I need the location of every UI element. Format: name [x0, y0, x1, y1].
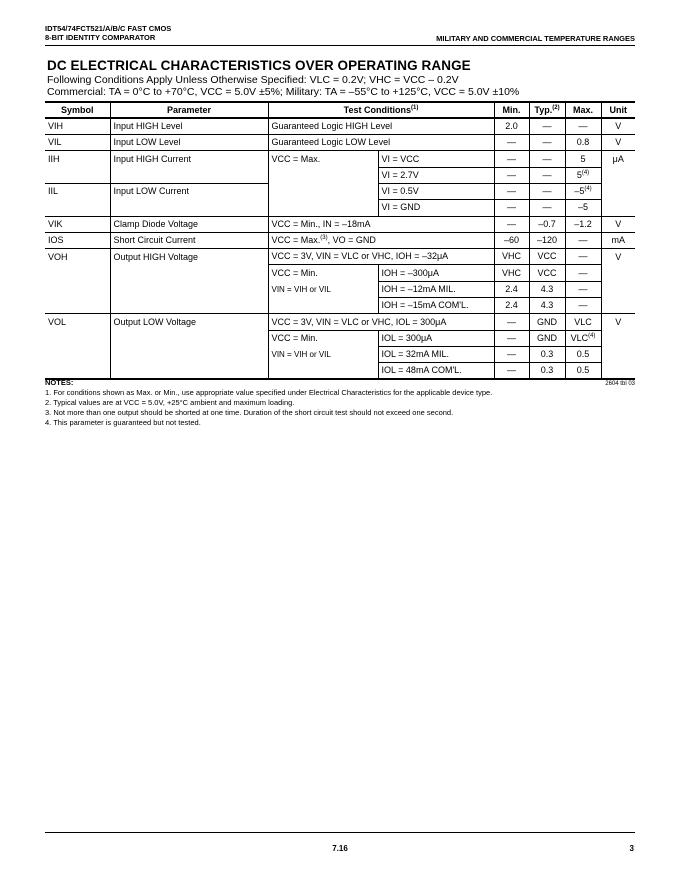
cell-symbol — [45, 167, 110, 183]
cell-max: — — [565, 298, 601, 314]
note-item: 4. This parameter is guaranteed but not tested. — [45, 418, 201, 427]
cell-max: VLC — [565, 314, 601, 330]
table-row — [45, 200, 635, 216]
cell-typ: –120 — [529, 232, 565, 248]
cell-condition-b: IOL = 32mA MIL. — [378, 346, 494, 362]
cell-symbol: IOS — [45, 232, 110, 248]
header-max: Max. — [565, 102, 601, 118]
cell-unit: μA — [601, 151, 635, 167]
cell-typ: VCC — [529, 249, 565, 265]
cell-condition-b: IOH = –12mA MIL. — [378, 281, 494, 297]
cell-condition-b: VI = 2.7V — [378, 167, 494, 183]
header-part-title: IDT54/74FCT521/A/B/C FAST CMOS — [45, 24, 172, 33]
cell-max — [565, 167, 601, 183]
cell-symbol: IIL — [45, 183, 110, 199]
cell-symbol: IIH — [45, 151, 110, 167]
cell-unit: V — [601, 314, 635, 330]
cell-condition-a — [268, 200, 378, 216]
cell-unit — [601, 346, 635, 362]
cell-condition: VCC = 3V, VIN = VLC or VHC, IOH = –32μA — [268, 249, 494, 265]
footnote-ref: (3) — [320, 235, 328, 242]
note-item: 3. Not more than one output should be shorted at one time. Duration of the short circuit test should not exceed one second. — [45, 408, 454, 417]
cell-unit: V — [601, 135, 635, 151]
cell-symbol: VIH — [45, 118, 110, 134]
conditions-line-1: Following Conditions Apply Unless Otherwise Specified: VLC = 0.2V; VHC = VCC – 0.2V — [47, 74, 459, 86]
table-row — [45, 314, 635, 330]
cell-max: 0.8 — [565, 135, 601, 151]
cell-condition-b: IOL = 300μA — [378, 330, 494, 346]
cell-condition-a — [268, 167, 378, 183]
cell-typ: — — [529, 151, 565, 167]
header-min: Min. — [494, 102, 529, 118]
cell-max: 5 — [565, 151, 601, 167]
cell-parameter — [110, 200, 268, 216]
cell-symbol — [45, 330, 110, 346]
cell-min: — — [494, 135, 529, 151]
header-typ — [529, 102, 565, 118]
cell-symbol — [45, 363, 110, 379]
cell-condition — [268, 232, 494, 248]
cell-max: — — [565, 265, 601, 281]
cell-condition-pre: VCC = Max. — [271, 235, 321, 246]
table-reference-tag: 2604 tbl 03 — [605, 381, 635, 387]
header-typ-label: Typ. — [534, 104, 553, 115]
cell-typ: 4.3 — [529, 281, 565, 297]
cell-min: 2.0 — [494, 118, 529, 134]
cell-typ: 0.3 — [529, 346, 565, 362]
cell-condition-a: VCC = Min. — [268, 330, 378, 346]
table-row — [45, 298, 635, 314]
cell-unit: V — [601, 216, 635, 232]
cell-min: 2.4 — [494, 281, 529, 297]
cell-min: VHC — [494, 249, 529, 265]
cell-typ: 4.3 — [529, 298, 565, 314]
cell-unit: mA — [601, 232, 635, 248]
notes-title: NOTES: — [45, 378, 74, 387]
table-row — [45, 265, 635, 281]
footnote-ref: (1) — [411, 104, 419, 111]
header-test-conditions-label: Test Conditions — [343, 104, 411, 115]
cell-condition-a: VIN = VIH or VIL — [268, 281, 378, 297]
cell-max: –5 — [565, 200, 601, 216]
cell-condition-post: , VO = GND — [327, 235, 376, 246]
cell-parameter: Input HIGH Level — [110, 118, 268, 134]
cell-typ: — — [529, 118, 565, 134]
header-temperature-ranges: MILITARY AND COMMERCIAL TEMPERATURE RANGES — [436, 34, 635, 43]
footnote-ref: (2) — [552, 104, 560, 111]
cell-parameter: Output HIGH Voltage — [110, 249, 268, 265]
cell-parameter: Input LOW Current — [110, 183, 268, 199]
cell-min: VHC — [494, 265, 529, 281]
cell-condition: Guaranteed Logic HIGH Level — [268, 118, 494, 134]
cell-condition-b: IOL = 48mA COM'L. — [378, 363, 494, 379]
section-title: DC ELECTRICAL CHARACTERISTICS OVER OPERATING RANGE — [47, 58, 471, 73]
cell-max — [565, 330, 601, 346]
cell-condition-a — [268, 298, 378, 314]
cell-max: 0.5 — [565, 346, 601, 362]
cell-condition: Guaranteed Logic LOW Level — [268, 135, 494, 151]
table-row — [45, 281, 635, 297]
cell-min: –60 — [494, 232, 529, 248]
header-symbol: Symbol — [45, 102, 110, 118]
cell-condition-b: VI = VCC — [378, 151, 494, 167]
cell-parameter: Input LOW Level — [110, 135, 268, 151]
table-row — [45, 183, 635, 199]
cell-max-value: 5 — [576, 169, 582, 180]
cell-max — [565, 183, 601, 199]
note-item: 1. For conditions shown as Max. or Min., use appropriate value specified under Electrical Characteristics for the applicable device type. — [45, 388, 493, 397]
cell-symbol — [45, 265, 110, 281]
cell-condition-b: IOH = –300μA — [378, 265, 494, 281]
cell-symbol: VOL — [45, 314, 110, 330]
cell-condition: VCC = Min., IN = –18mA — [268, 216, 494, 232]
table-row — [45, 216, 635, 232]
cell-parameter: Clamp Diode Voltage — [110, 216, 268, 232]
table-row — [45, 118, 635, 134]
cell-max: 0.5 — [565, 363, 601, 379]
header-left — [45, 24, 171, 42]
cell-parameter: Short Circuit Current — [110, 232, 268, 248]
footnote-ref: (4) — [581, 169, 590, 176]
cell-typ: — — [529, 200, 565, 216]
cell-min: 2.4 — [494, 298, 529, 314]
cell-unit — [601, 298, 635, 314]
cell-symbol: VIL — [45, 135, 110, 151]
table-row — [45, 151, 635, 167]
header-parameter: Parameter — [110, 102, 268, 118]
cell-typ: — — [529, 183, 565, 199]
table-header-row — [45, 102, 635, 118]
cell-max: — — [565, 232, 601, 248]
table-row — [45, 249, 635, 265]
cell-typ: 0.3 — [529, 363, 565, 379]
cell-unit — [601, 281, 635, 297]
cell-min: — — [494, 200, 529, 216]
cell-typ: — — [529, 167, 565, 183]
header-test-conditions — [268, 102, 494, 118]
cell-parameter — [110, 363, 268, 379]
cell-symbol: VOH — [45, 249, 110, 265]
cell-unit — [601, 330, 635, 346]
dc-characteristics-table — [45, 101, 635, 380]
cell-min: — — [494, 314, 529, 330]
footer-divider — [45, 832, 635, 833]
cell-min: — — [494, 167, 529, 183]
cell-parameter: Input HIGH Current — [110, 151, 268, 167]
cell-parameter — [110, 265, 268, 281]
cell-unit — [601, 167, 635, 183]
table-row — [45, 135, 635, 151]
cell-parameter — [110, 346, 268, 362]
cell-typ: VCC — [529, 265, 565, 281]
cell-typ: –0.7 — [529, 216, 565, 232]
cell-condition: VCC = 3V, VIN = VLC or VHC, IOL = 300μA — [268, 314, 494, 330]
cell-symbol — [45, 200, 110, 216]
cell-typ: GND — [529, 330, 565, 346]
cell-condition-a: VCC = Min. — [268, 265, 378, 281]
cell-min: — — [494, 330, 529, 346]
cell-condition-a — [268, 183, 378, 199]
cell-min: — — [494, 183, 529, 199]
cell-max: — — [565, 118, 601, 134]
table-row — [45, 363, 635, 379]
cell-unit: V — [601, 249, 635, 265]
cell-condition-b: IOH = –15mA COM'L. — [378, 298, 494, 314]
notes-section — [45, 378, 635, 428]
cell-min: — — [494, 363, 529, 379]
table-row — [45, 232, 635, 248]
footer-section-number: 7.16 — [332, 844, 348, 853]
cell-min: — — [494, 216, 529, 232]
cell-condition-b: VI = GND — [378, 200, 494, 216]
footnote-ref: (4) — [588, 332, 596, 339]
cell-condition-a — [268, 363, 378, 379]
cell-max: — — [565, 249, 601, 265]
cell-max-value: VLC — [570, 332, 589, 343]
table-row — [45, 167, 635, 183]
cell-typ: GND — [529, 314, 565, 330]
footer-page-number: 3 — [629, 844, 634, 853]
cell-symbol — [45, 281, 110, 297]
cell-unit: V — [601, 118, 635, 134]
cell-unit — [601, 265, 635, 281]
cell-parameter — [110, 167, 268, 183]
header-unit: Unit — [601, 102, 635, 118]
header-part-subtitle: 8-BIT IDENTITY COMPARATOR — [45, 33, 156, 42]
cell-symbol — [45, 346, 110, 362]
cell-condition-a: VIN = VIH or VIL — [268, 346, 378, 362]
conditions-line-2: Commercial: TA = 0°C to +70°C, VCC = 5.0V ±5%; Military: TA = –55°C to +125°C, VCC = 5.0V ±10% — [47, 86, 520, 98]
cell-max-value: –5 — [574, 186, 585, 197]
table-row — [45, 330, 635, 346]
cell-unit — [601, 200, 635, 216]
cell-parameter — [110, 330, 268, 346]
cell-min: — — [494, 346, 529, 362]
footnote-ref: (4) — [584, 186, 592, 193]
cell-max: — — [565, 281, 601, 297]
cell-unit — [601, 183, 635, 199]
cell-parameter: Output LOW Voltage — [110, 314, 268, 330]
cell-min: — — [494, 151, 529, 167]
cell-condition-a: VCC = Max. — [268, 151, 378, 167]
cell-parameter — [110, 281, 268, 297]
cell-typ: — — [529, 135, 565, 151]
cell-symbol: VIK — [45, 216, 110, 232]
cell-unit — [601, 363, 635, 379]
cell-parameter — [110, 298, 268, 314]
table-row — [45, 346, 635, 362]
page-header — [45, 24, 635, 46]
note-item: 2. Typical values are at VCC = 5.0V, +25°C ambient and maximum loading. — [45, 398, 295, 407]
cell-symbol — [45, 298, 110, 314]
cell-max: –1.2 — [565, 216, 601, 232]
cell-condition-b: VI = 0.5V — [378, 183, 494, 199]
